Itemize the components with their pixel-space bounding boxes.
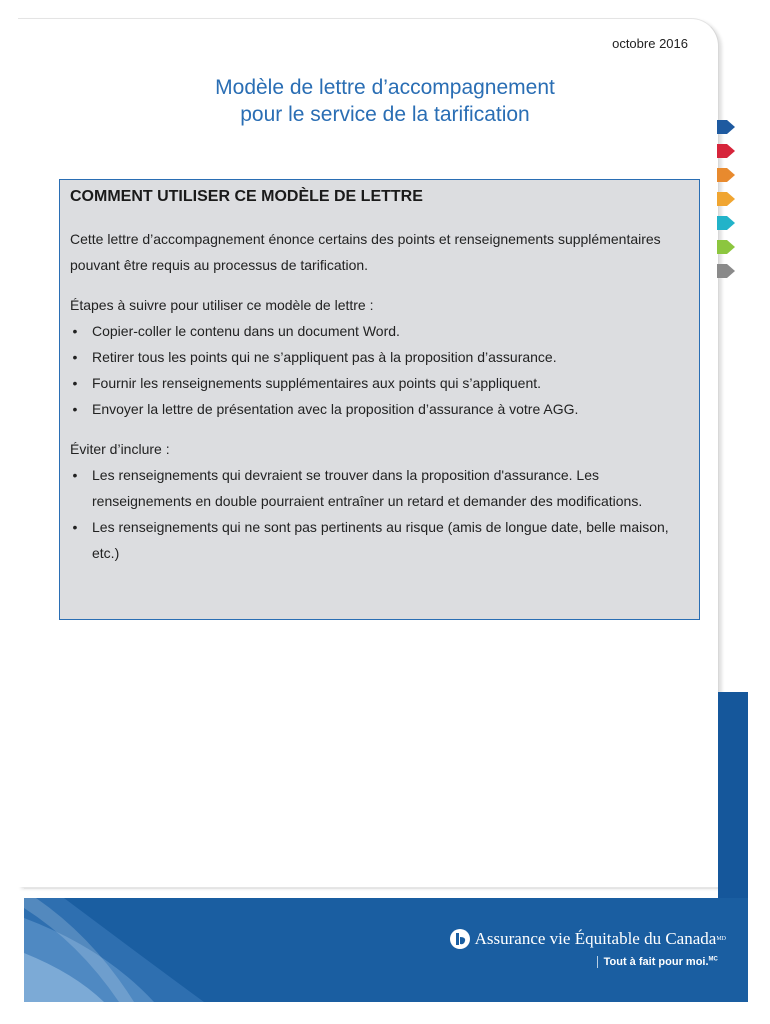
brand-name: Assurance vie Équitable du Canada xyxy=(474,929,717,948)
bullet-icon: • xyxy=(72,323,78,339)
brand-block xyxy=(449,928,726,968)
equitable-logo-icon xyxy=(449,928,471,950)
section-tab xyxy=(717,168,727,182)
tagline: Tout à fait pour moi.$^{MC}$ xyxy=(597,956,726,968)
title-line-1: Modèle de lettre d’accompagnement xyxy=(215,76,555,99)
avoid-label: Éviter d’inclure : xyxy=(70,441,170,457)
bullet-icon: • xyxy=(72,375,78,391)
bullet-icon: • xyxy=(72,519,78,535)
document-title xyxy=(0,74,770,128)
section-tab xyxy=(717,216,727,230)
bullet-icon: • xyxy=(72,467,78,483)
list-item: • Fournir les renseignements supplémentaires aux points qui s’appliquent. xyxy=(70,370,689,396)
section-tab xyxy=(717,240,727,254)
list-item: • Les renseignements qui devraient se trouver dans la proposition d'assurance. Les renseignements en double pourraient entraîner un retard et demander des modifications. xyxy=(70,462,689,514)
bullet-icon: • xyxy=(72,349,78,365)
bullet-icon: • xyxy=(72,401,78,417)
instructions-heading: COMMENT UTILISER CE MODÈLE DE LETTRE xyxy=(70,188,423,205)
list-item: • Les renseignements qui ne sont pas pertinents au risque (amis de longue date, belle maison, etc.) xyxy=(70,514,689,566)
brand-name-row xyxy=(449,928,726,950)
brand-trademark: MD xyxy=(716,936,726,942)
avoid-list xyxy=(70,462,689,566)
list-item: • Retirer tous les points qui ne s’appliquent pas à la proposition d’assurance. xyxy=(70,344,689,370)
list-item: • Copier-coller le contenu dans un document Word. xyxy=(70,318,689,344)
section-tab xyxy=(717,192,727,206)
section-tab xyxy=(717,120,727,134)
section-tab xyxy=(717,144,727,158)
footer-banner xyxy=(24,898,748,1002)
title-line-2: pour le service de la tarification xyxy=(240,103,530,126)
document-date: octobre 2016 xyxy=(612,36,688,51)
steps-list xyxy=(70,318,689,422)
list-item: • Envoyer la lettre de présentation avec la proposition d’assurance à votre AGG. xyxy=(70,396,689,422)
section-tab xyxy=(717,264,727,278)
intro-paragraph: Cette lettre d’accompagnement énonce certains des points et renseignements supplémentaires pouvant être requis au processus de tarification. xyxy=(70,231,661,273)
footer-divider xyxy=(24,888,718,889)
steps-label: Étapes à suivre pour utiliser ce modèle de lettre : xyxy=(70,297,374,313)
instructions-box xyxy=(59,179,700,620)
